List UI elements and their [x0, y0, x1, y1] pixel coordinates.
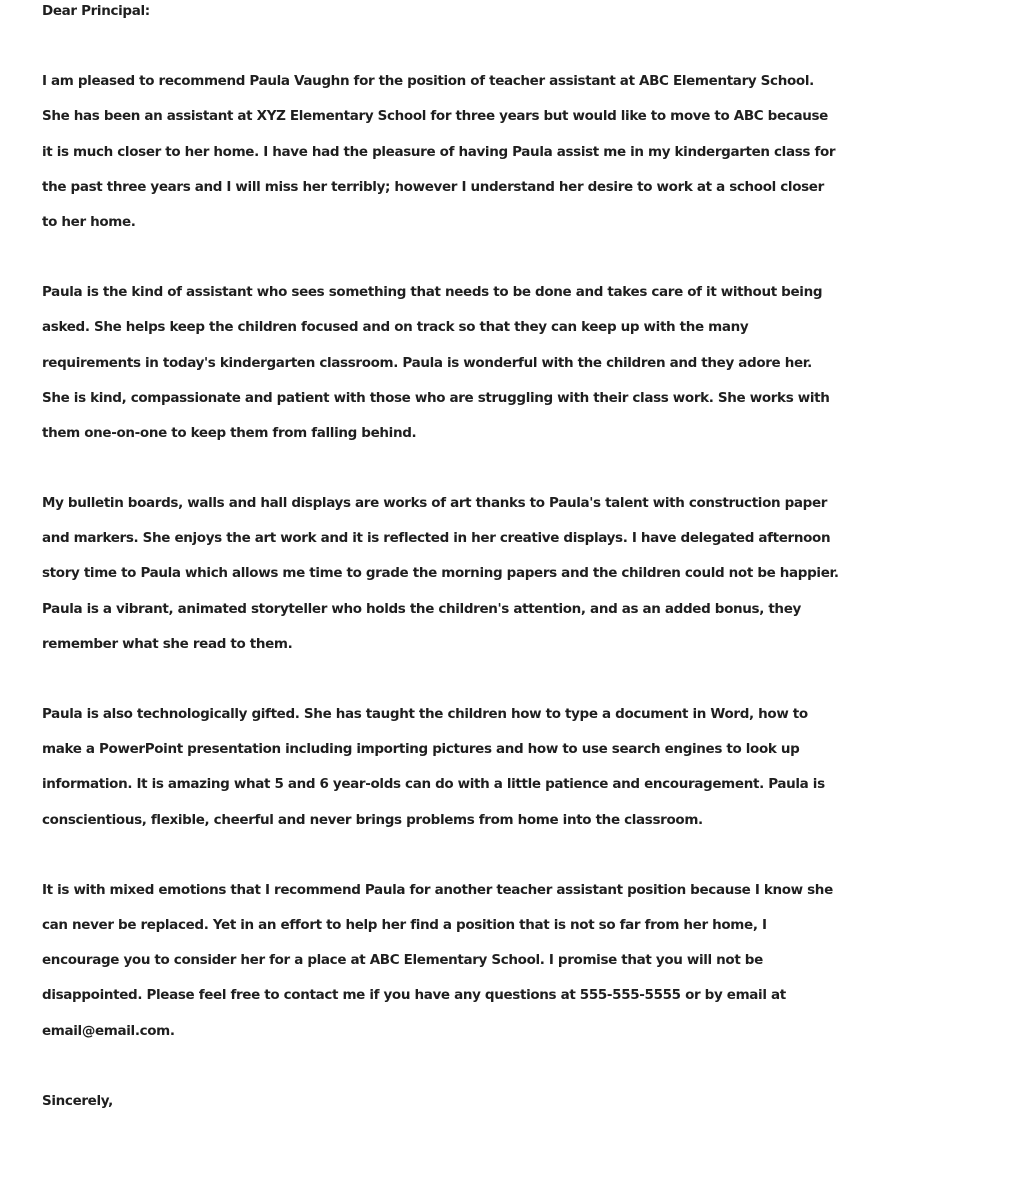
text-line: to her home.	[42, 213, 136, 230]
text-line: make a PowerPoint presentation including importing pictures and how to use search engines to look up	[42, 741, 800, 758]
letter-greeting: Dear Principal:	[42, 3, 150, 19]
letter-paragraph-3	[42, 486, 1002, 662]
letter-paragraph-1	[42, 64, 1002, 240]
text-line: information. It is amazing what 5 and 6 year-olds can do with a little patience and encouragement. Paula is	[42, 776, 825, 793]
text-line: I am pleased to recommend Paula Vaughn for the position of teacher assistant at ABC Elementary School.	[42, 73, 814, 90]
text-line: story time to Paula which allows me time to grade the morning papers and the children could not be happier.	[42, 565, 839, 582]
text-line: It is with mixed emotions that I recommend Paula for another teacher assistant position because I know she	[42, 881, 833, 898]
text-line: remember what she read to them.	[42, 635, 293, 652]
text-line: asked. She helps keep the children focused and on track so that they can keep up with the many	[42, 319, 749, 336]
letter-paragraph-2	[42, 275, 1002, 451]
text-line: Paula is the kind of assistant who sees something that needs to be done and takes care of it without being	[42, 284, 823, 301]
recommendation-letter	[42, 0, 1002, 1119]
text-line: can never be replaced. Yet in an effort to help her find a position that is not so far from her home, I	[42, 916, 767, 933]
text-line: encourage you to consider her for a place at ABC Elementary School. I promise that you will not be	[42, 952, 763, 969]
text-line: requirements in today's kindergarten classroom. Paula is wonderful with the children and they adore her.	[42, 354, 812, 371]
text-line: Paula is also technologically gifted. She has taught the children how to type a document in Word, how to	[42, 706, 808, 722]
text-line: and markers. She enjoys the art work and it is reflected in her creative displays. I have delegated afternoon	[42, 530, 831, 547]
text-line: She has been an assistant at XYZ Elementary School for three years but would like to move to ABC because	[42, 108, 828, 125]
letter-closing: Sincerely,	[42, 1092, 113, 1109]
text-line: conscientious, flexible, cheerful and never brings problems from home into the classroom.	[42, 811, 703, 828]
text-line: them one-on-one to keep them from falling behind.	[42, 424, 417, 441]
letter-paragraph-5	[42, 873, 1002, 1049]
text-line: email@email.com.	[42, 1022, 175, 1039]
text-line: Paula is a vibrant, animated storyteller who holds the children's attention, and as an added bonus, they	[42, 600, 801, 617]
text-line: My bulletin boards, walls and hall displays are works of art thanks to Paula's talent with construction paper	[42, 495, 828, 512]
text-line: it is much closer to her home. I have had the pleasure of having Paula assist me in my kindergarten class for	[42, 143, 836, 160]
text-line: disappointed. Please feel free to contact me if you have any questions at 555-555-5555 or by email at	[42, 987, 786, 1004]
text-line: She is kind, compassionate and patient with those who are struggling with their class work. She works with	[42, 389, 830, 406]
letter-paragraph-4	[42, 697, 1002, 838]
text-line: the past three years and I will miss her terribly; however I understand her desire to work at a school closer	[42, 178, 824, 195]
